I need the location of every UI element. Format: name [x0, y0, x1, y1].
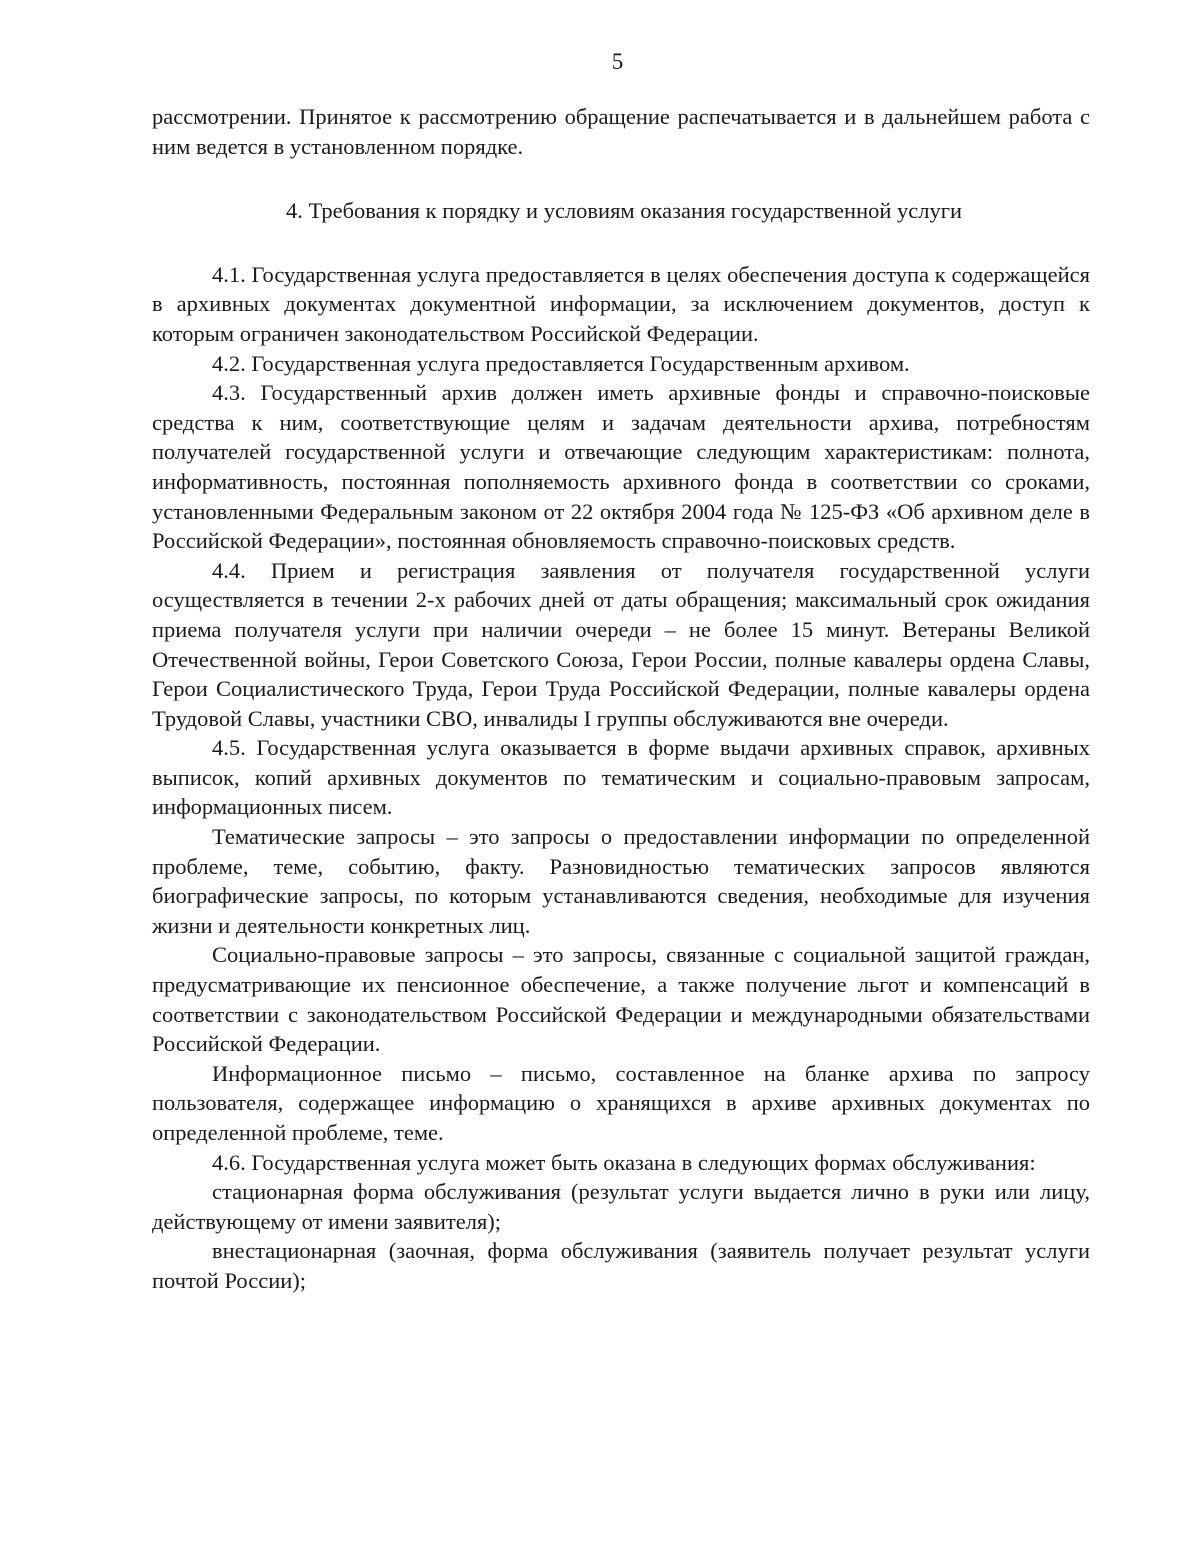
paragraph-4-6: 4.6. Государственная услуга может быть оказана в следующих формах обслуживания: [212, 1149, 1036, 1175]
paragraph-4-4: 4.4. Прием и регистрация заявления от получателя государственной услуги осуществляется в течении 2-х рабочих дней от даты обращения; максимальный срок ожидания приема получателя услуги при наличии очереди – не более 15 минут. Ветераны Великой Отечественной войны, Герои Советского Союза, Герои России, полные кавалеры ордена Славы, Герои Социалистического Труда, Герои Труда Российской Федерации, полные кавалеры ордена Трудовой Славы, участники СВО, инвалиды I группы обслуживаются вне очереди. [152, 557, 1090, 731]
paragraph-4-1: 4.1. Государственная услуга предоставляется в целях обеспечения доступа к содержащейся в архивных документах документной информации, за исключением документов, доступ к которым ограничен законодательством Российской Федерации. [152, 261, 1090, 346]
continuation-paragraph: рассмотрении. Принятое к рассмотрению обращение распечатывается и в дальнейшем работа с ним ведется в установленном порядке. [152, 104, 1090, 159]
paragraph-information-letter: Информационное письмо – письмо, составленное на бланке архива по запросу пользователя, содержащее информацию о хранящихся в архиве архивных документах по определенной проблеме, теме. [152, 1060, 1090, 1145]
paragraph-social-legal-requests: Социально-правовые запросы – это запросы, связанные с социальной защитой граждан, предусматривающие их пенсионное обеспечение, а также получение льгот и компенсаций в соответствии с законодательством Российской Федерации и международными обязательствами Российской Федерации. [152, 942, 1090, 1057]
paragraph-4-2: 4.2. Государственная услуга предоставляется Государственным архивом. [212, 350, 910, 376]
paragraph-4-5: 4.5. Государственная услуга оказывается в форме выдачи архивных справок, архивных выписок, копий архивных документов по тематическим и социально-правовым запросам, информационных писем. [152, 735, 1090, 820]
paragraph-4-3: 4.3. Государственный архив должен иметь архивные фонды и справочно-поисковые средства к ним, соответствующие целям и задачам деятельности архива, потребностям получателей государственной услуги и отвечающие следующим характеристикам: полнота, информативность, постоянная пополняемость архивного фонда в соответствии со сроками, установленными Федеральным законом от 22 октября 2004 года № 125-ФЗ «Об архивном деле в Российской Федерации», постоянная обновляемость справочно-поисковых средств. [152, 380, 1090, 554]
paragraph-stationary-form: стационарная форма обслуживания (результат услуги выдается лично в руки или лицу, действующему от имени заявителя); [152, 1179, 1090, 1234]
page-number: 5 [611, 49, 624, 74]
paragraph-thematic-requests: Тематические запросы – это запросы о предоставлении информации по определенной проблеме, теме, событию, факту. Разновидностью тематических запросов являются биографические запросы, по которым устанавливаются сведения, необходимые для изучения жизни и деятельности конкретных лиц. [152, 824, 1090, 938]
section-heading: 4. Требования к порядку и условиям оказания государственной услуги [285, 198, 963, 224]
paragraph-non-stationary-form: внестационарная (заочная, форма обслуживания (заявитель получает результат услуги почтой России); [152, 1238, 1090, 1293]
document-body [152, 102, 1090, 1296]
